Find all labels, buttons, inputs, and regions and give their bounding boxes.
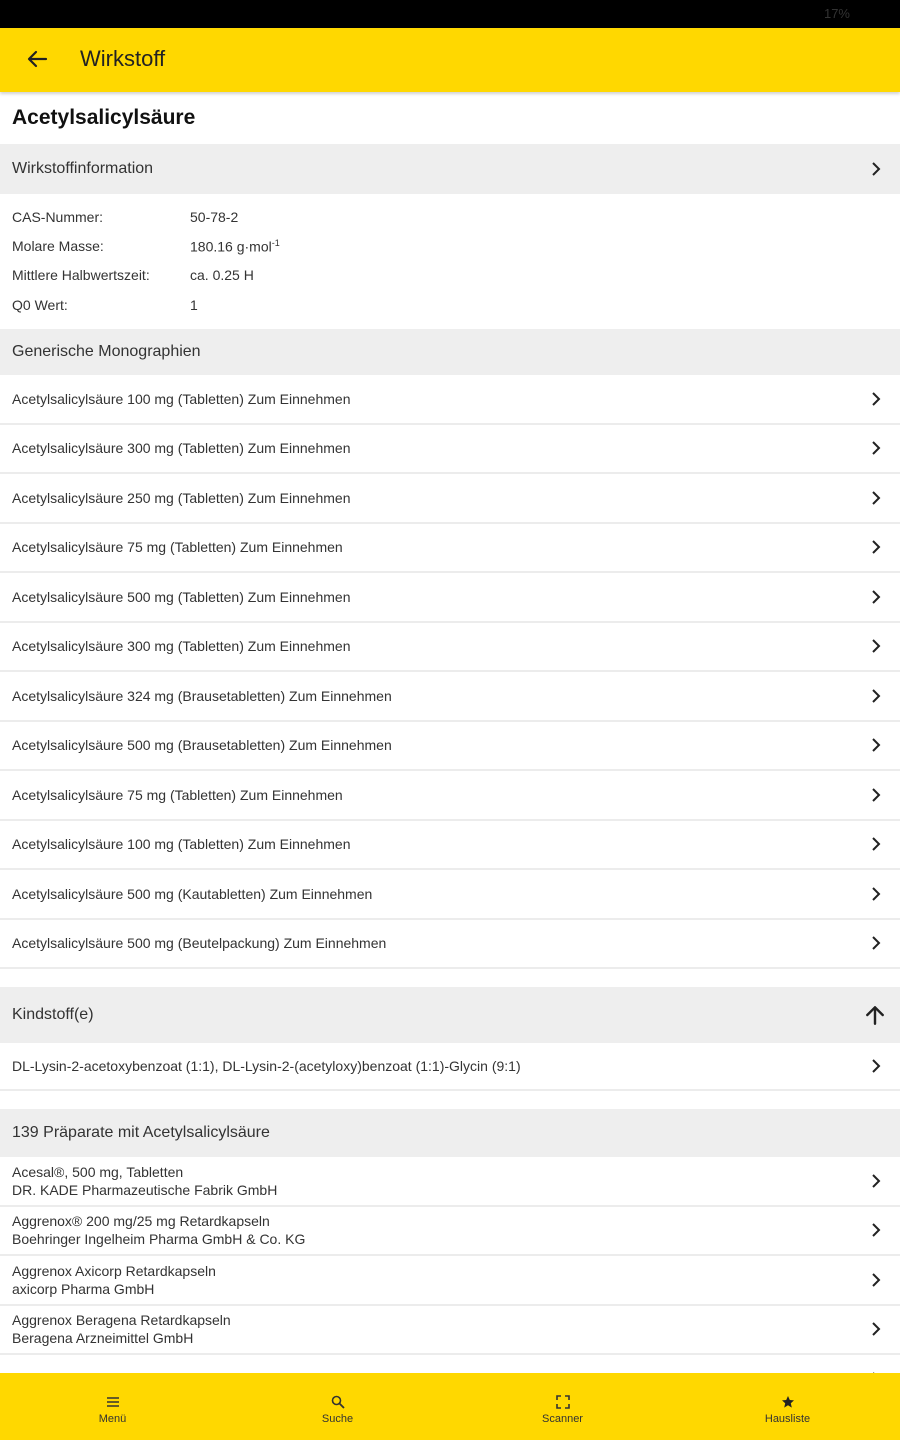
chevron-right-icon bbox=[868, 1221, 884, 1239]
monograph-row[interactable] bbox=[0, 425, 900, 475]
monograph-label: Acetylsalicylsäure 300 mg (Tabletten) Zum Einnehmen bbox=[12, 440, 351, 457]
nav-label: Hausliste bbox=[764, 1412, 811, 1425]
info-label: Q0 Wert: bbox=[12, 296, 68, 313]
chevron-right-icon bbox=[868, 687, 884, 705]
monograph-row[interactable] bbox=[0, 573, 900, 623]
chevron-right-icon bbox=[868, 736, 884, 754]
status-bar bbox=[0, 0, 900, 28]
monograph-row[interactable] bbox=[0, 375, 900, 425]
preparations-list bbox=[0, 1157, 900, 1405]
info-row-cas bbox=[12, 202, 888, 231]
info-section-header[interactable] bbox=[0, 144, 900, 194]
preparation-row[interactable] bbox=[0, 1306, 900, 1356]
info-value: 50-78-2 bbox=[190, 208, 239, 225]
info-section-title: Wirkstoffinformation bbox=[12, 160, 154, 177]
child-substance-label: DL-Lysin-2-acetoxybenzoat (1:1), DL-Lysin-2-(acetyloxy)benzoat (1:1)-Glycin (9:1) bbox=[12, 1058, 521, 1075]
monograph-row[interactable] bbox=[0, 623, 900, 673]
info-table bbox=[0, 194, 900, 329]
chevron-right-icon bbox=[868, 489, 884, 507]
monograph-label: Acetylsalicylsäure 100 mg (Tabletten) Zum Einnehmen bbox=[12, 836, 351, 853]
monograph-row[interactable] bbox=[0, 722, 900, 772]
preparation-maker: axicorp Pharma GmbH bbox=[12, 1280, 155, 1297]
monograph-row[interactable] bbox=[0, 821, 900, 871]
menu-icon bbox=[106, 1396, 120, 1408]
preparation-row[interactable] bbox=[0, 1256, 900, 1306]
scanner-icon bbox=[556, 1395, 570, 1409]
children-list bbox=[0, 1043, 900, 1091]
bottom-navigation bbox=[0, 1373, 900, 1440]
nav-scanner[interactable] bbox=[450, 1373, 675, 1440]
monograph-label: Acetylsalicylsäure 500 mg (Beutelpackung) Zum Einnehmen bbox=[12, 935, 387, 952]
chevron-right-icon bbox=[868, 786, 884, 804]
monograph-list bbox=[0, 375, 900, 969]
preparations-header bbox=[0, 1109, 900, 1157]
preparations-title: 139 Präparate mit Acetylsalicylsäure bbox=[12, 1124, 270, 1142]
monographs-title: Generische Monographien bbox=[12, 343, 201, 361]
monograph-label: Acetylsalicylsäure 500 mg (Brausetabletten) Zum Einnehmen bbox=[12, 737, 392, 754]
info-value: 180.16 g·mol$^{-1}$ bbox=[190, 237, 280, 255]
battery-text: 17% bbox=[823, 6, 850, 21]
info-label: Mittlere Halbwertszeit: bbox=[12, 267, 150, 284]
info-row-half-life bbox=[12, 261, 888, 290]
page-title: Wirkstoff bbox=[80, 46, 166, 71]
spacer bbox=[0, 1091, 900, 1109]
info-label: CAS-Nummer: bbox=[12, 208, 104, 225]
chevron-right-icon bbox=[868, 1057, 884, 1075]
preparation-row[interactable] bbox=[0, 1207, 900, 1257]
children-title: Kindstoff(e) bbox=[12, 1006, 94, 1024]
chevron-right-icon bbox=[868, 934, 884, 952]
monograph-row[interactable] bbox=[0, 771, 900, 821]
nav-favorites[interactable] bbox=[675, 1373, 900, 1440]
children-header[interactable] bbox=[0, 987, 900, 1043]
monograph-row[interactable] bbox=[0, 870, 900, 920]
nav-menu[interactable] bbox=[0, 1373, 225, 1440]
chevron-right-icon bbox=[868, 1172, 884, 1190]
monograph-label: Acetylsalicylsäure 500 mg (Kautabletten) Zum Einnehmen bbox=[12, 885, 373, 902]
nav-label: Scanner bbox=[542, 1412, 583, 1425]
app-bar bbox=[0, 28, 900, 92]
preparation-name: Aggrenox® 200 mg/25 mg Retardkapseln bbox=[12, 1213, 270, 1230]
back-button[interactable] bbox=[20, 42, 54, 76]
nav-search[interactable] bbox=[225, 1373, 450, 1440]
monograph-label: Acetylsalicylsäure 324 mg (Brausetabletten) Zum Einnehmen bbox=[12, 687, 392, 704]
chevron-right-icon bbox=[868, 390, 884, 408]
chevron-right-icon bbox=[868, 538, 884, 556]
preparation-maker: Beragena Arzneimittel GmbH bbox=[12, 1330, 194, 1347]
chevron-right-icon bbox=[868, 885, 884, 903]
monograph-label: Acetylsalicylsäure 250 mg (Tabletten) Zum Einnehmen bbox=[12, 489, 351, 506]
preparation-maker: Boehringer Ingelheim Pharma GmbH & Co. KG bbox=[12, 1231, 306, 1248]
child-substance-row[interactable] bbox=[0, 1043, 900, 1091]
monograph-row[interactable] bbox=[0, 672, 900, 722]
chevron-right-icon bbox=[868, 439, 884, 457]
preparation-name: Aggrenox Beragena Retardkapseln bbox=[12, 1312, 231, 1329]
chevron-right-icon bbox=[868, 835, 884, 853]
preparation-row[interactable] bbox=[0, 1157, 900, 1207]
monograph-label: Acetylsalicylsäure 75 mg (Tabletten) Zum Einnehmen bbox=[12, 786, 343, 803]
spacer bbox=[0, 969, 900, 987]
search-icon bbox=[331, 1395, 345, 1409]
monograph-row[interactable] bbox=[0, 474, 900, 524]
chevron-right-icon bbox=[868, 588, 884, 606]
preparation-maker: DR. KADE Pharmazeutische Fabrik GmbH bbox=[12, 1181, 278, 1198]
monograph-label: Acetylsalicylsäure 75 mg (Tabletten) Zum Einnehmen bbox=[12, 539, 343, 556]
preparation-name: Acesal®, 500 mg, Tabletten bbox=[12, 1163, 184, 1180]
monograph-label: Acetylsalicylsäure 100 mg (Tabletten) Zum Einnehmen bbox=[12, 390, 351, 407]
substance-name: Acetylsalicylsäure bbox=[12, 106, 196, 129]
info-value: ca. 0.25 H bbox=[190, 267, 254, 284]
chevron-right-icon bbox=[868, 1320, 884, 1338]
arrow-left-icon bbox=[26, 48, 48, 70]
nav-label: Menü bbox=[98, 1412, 127, 1425]
info-label: Molare Masse: bbox=[12, 237, 104, 254]
star-icon bbox=[781, 1395, 795, 1409]
monograph-label: Acetylsalicylsäure 300 mg (Tabletten) Zum Einnehmen bbox=[12, 638, 351, 655]
arrow-up-icon bbox=[864, 1004, 886, 1026]
info-value: 1 bbox=[190, 296, 198, 313]
monograph-row[interactable] bbox=[0, 920, 900, 970]
nav-label: Suche bbox=[321, 1412, 354, 1425]
chevron-right-icon bbox=[868, 160, 884, 178]
chevron-right-icon bbox=[868, 1271, 884, 1289]
monograph-row[interactable] bbox=[0, 524, 900, 574]
monographs-header bbox=[0, 329, 900, 375]
info-row-q0 bbox=[12, 290, 888, 319]
preparation-name: Aggrenox Axicorp Retardkapseln bbox=[12, 1262, 216, 1279]
info-row-molar-mass bbox=[12, 231, 888, 260]
content-scroll[interactable] bbox=[0, 92, 900, 1373]
chevron-right-icon bbox=[868, 637, 884, 655]
monograph-label: Acetylsalicylsäure 500 mg (Tabletten) Zum Einnehmen bbox=[12, 588, 351, 605]
